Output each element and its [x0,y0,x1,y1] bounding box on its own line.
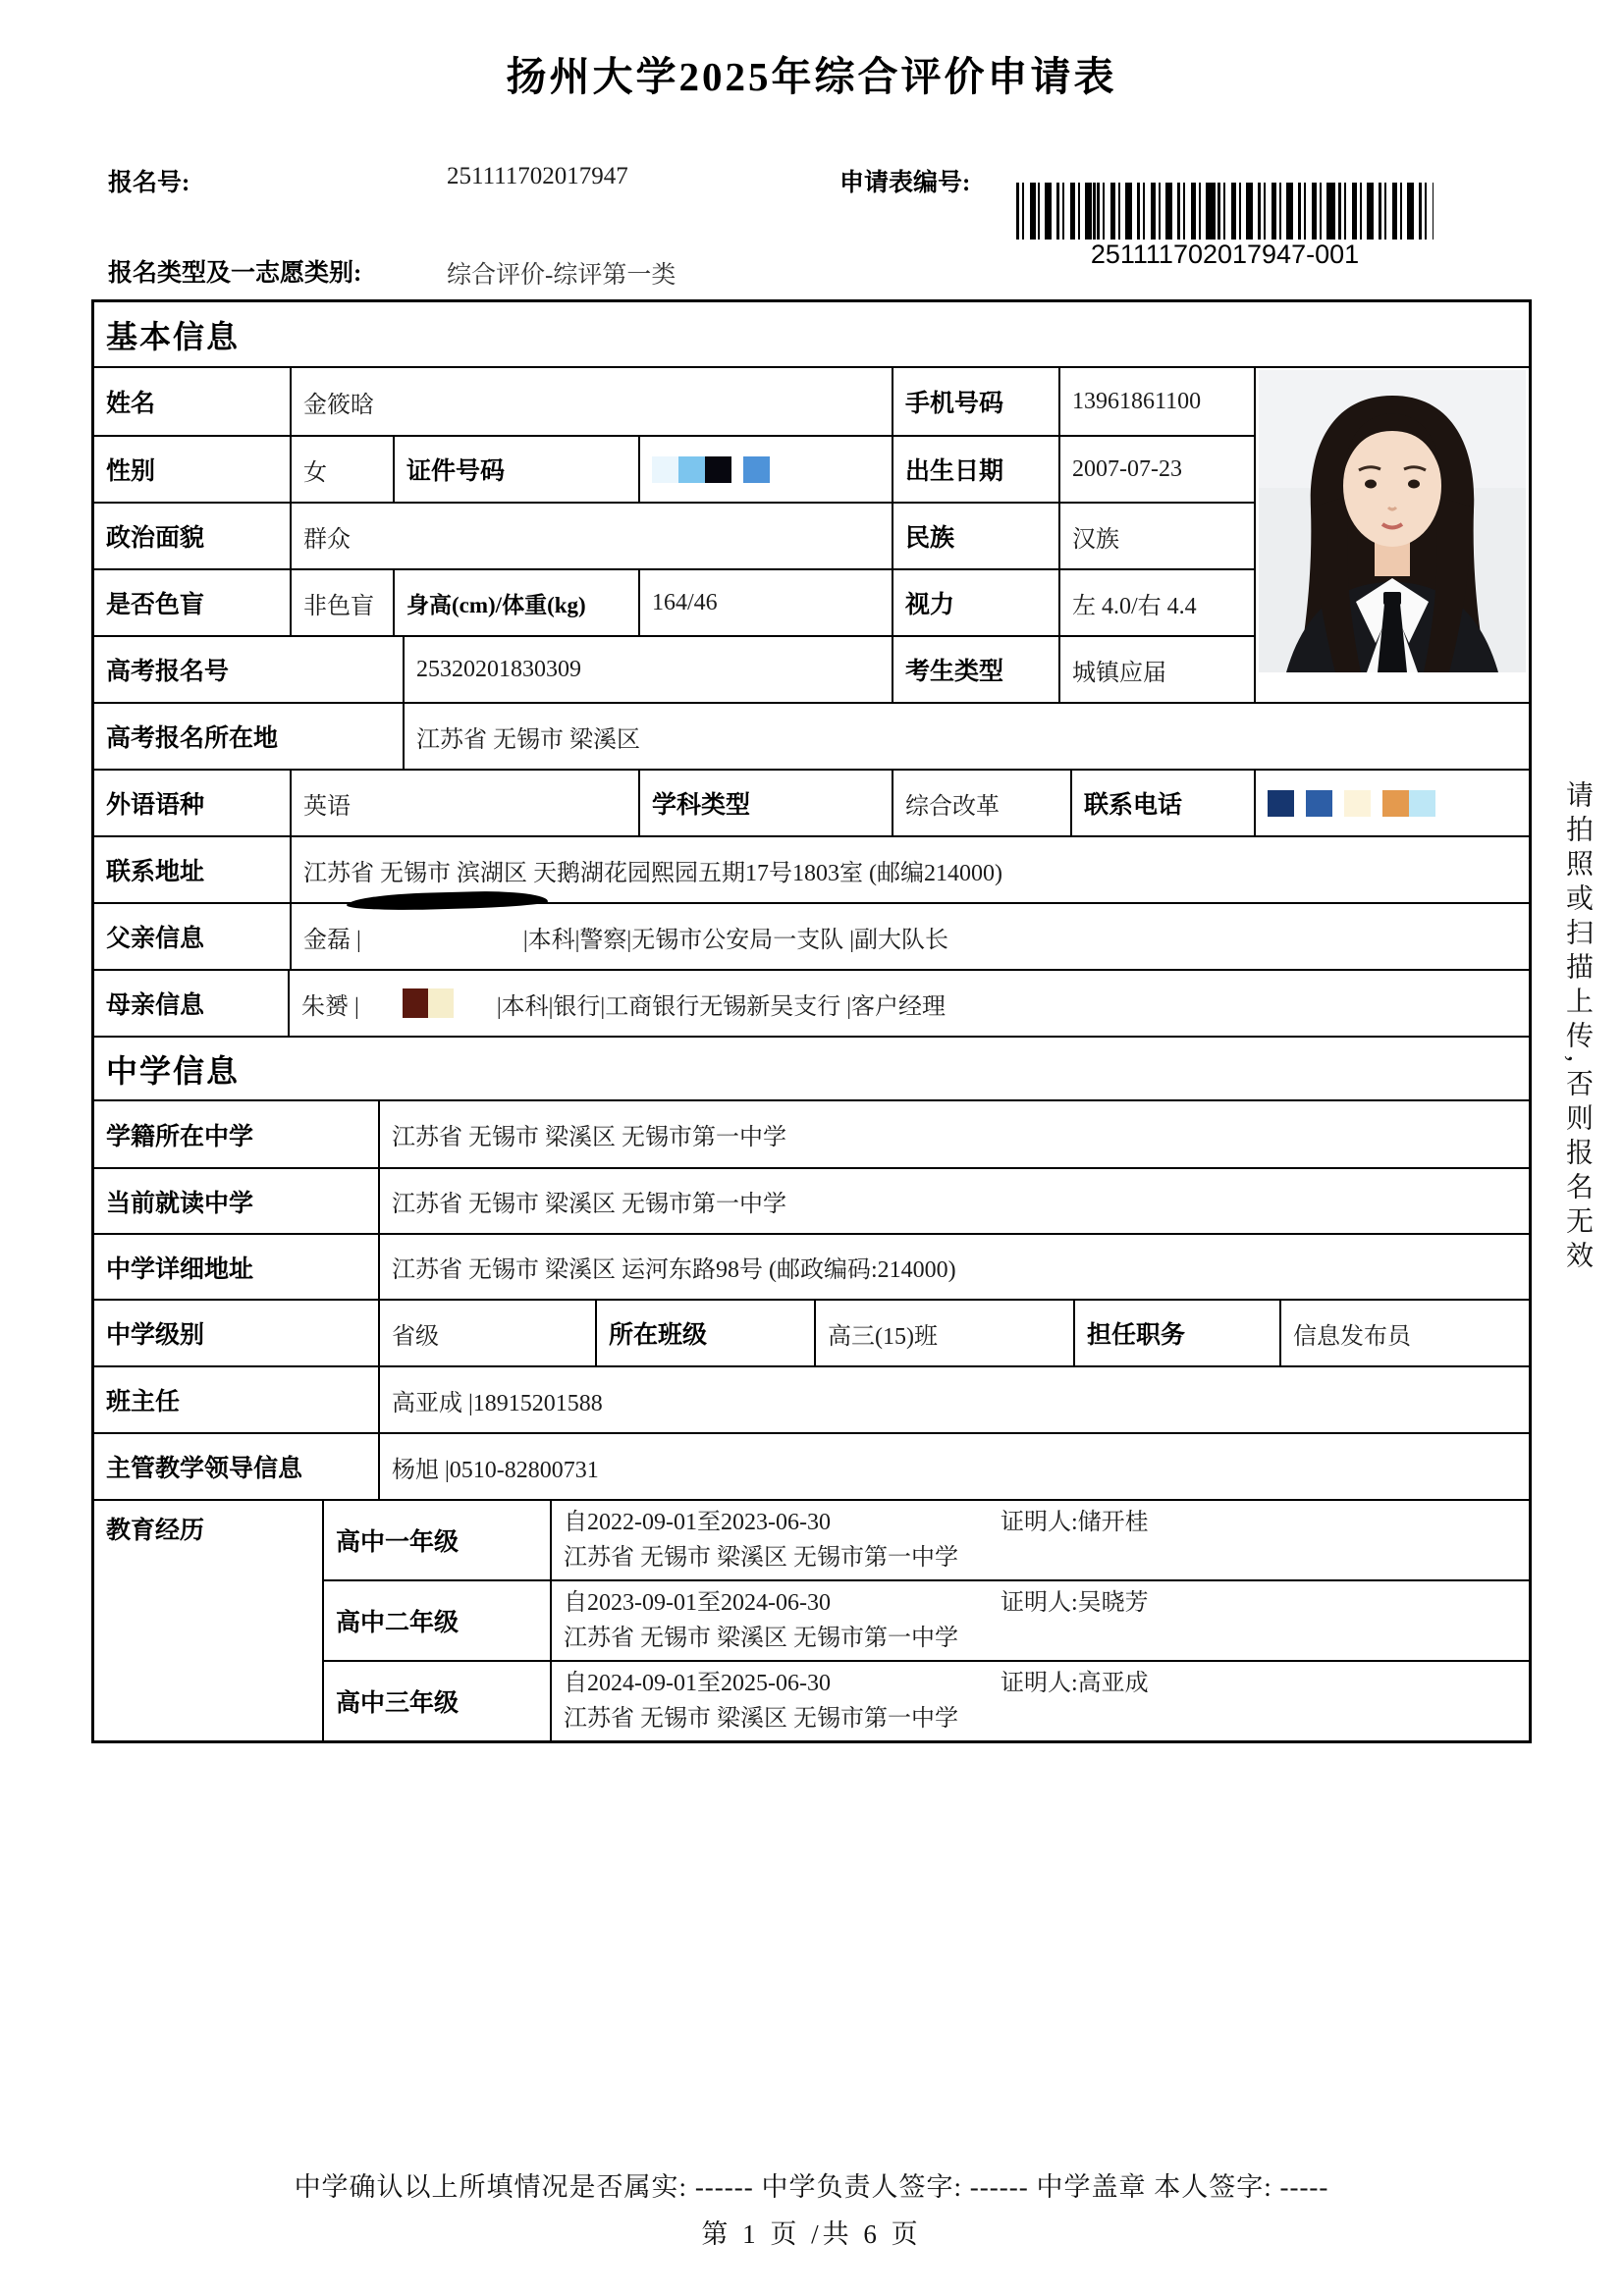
form-title: 扬州大学2025年综合评价申请表 [506,54,1117,99]
grade3-label: 高中三年级 [336,1690,460,1717]
gaokao-place-label: 高考报名所在地 [106,725,279,752]
registered-school-label: 学籍所在中学 [106,1123,254,1150]
teaching-leader-value: 杨旭 |0510-82800731 [392,1457,599,1483]
redaction-gap [731,456,743,483]
colorblind-value: 非色盲 [303,593,374,619]
gaokao-no-label: 高考报名号 [106,659,230,685]
school-level-label: 中学级别 [106,1322,205,1349]
redaction-block [1306,790,1332,817]
name-label: 姓名 [106,391,156,417]
apply-type-value: 综合评价-综评第一类 [447,262,676,289]
mother-info: |本科|银行|工商银行无锡新吴支行 |客户经理 [496,993,947,1020]
father-name: 金磊 | [303,927,361,953]
grade1-school: 江苏省 无锡市 梁溪区 无锡市第一中学 [564,1545,958,1571]
row-registered-school [94,1101,1529,1167]
row-language [94,769,1529,835]
row-current-school [94,1167,1529,1233]
school-info-section-title: 中学信息 [106,1052,241,1089]
redaction-block [403,988,428,1018]
redaction-block [678,456,705,483]
grade2-witness: 证明人:吴晓芳 [1001,1590,1149,1616]
phone-label: 手机号码 [905,391,1004,417]
vision-value: 左 4.0/右 4.4 [1072,593,1197,619]
school-address-value: 江苏省 无锡市 梁溪区 运河东路98号 (邮政编码:214000) [392,1257,956,1283]
political-value: 群众 [303,526,351,553]
grade3-witness: 证明人:高亚成 [1001,1671,1149,1696]
page-number: 第 1 页 /共 6 页 [701,2219,922,2249]
reg-no-label: 报名号: [108,170,190,196]
redaction-block [1344,790,1371,817]
gaokao-place-value: 江苏省 无锡市 梁溪区 [416,726,640,753]
id-number-redacted [652,456,770,483]
registered-school-value: 江苏省 无锡市 梁溪区 无锡市第一中学 [392,1125,786,1150]
applicant-photo [1259,370,1526,672]
head-teacher-label: 班主任 [106,1389,181,1415]
redaction-block [705,456,731,483]
redaction-block [652,456,678,483]
class-label: 所在班级 [609,1322,708,1349]
mother-redacted [359,988,497,1018]
barcode-number: 251111702017947-001 [1090,240,1360,269]
political-label: 政治面貌 [106,525,205,552]
birth-value: 2007-07-23 [1072,455,1182,482]
id-number-label: 证件号码 [406,458,506,485]
birth-label: 出生日期 [905,458,1004,485]
grade2-period: 自2023-09-01至2024-06-30 [564,1590,831,1616]
height-weight-value: 164/46 [652,589,718,615]
redaction-block [428,988,454,1018]
grade1-label: 高中一年级 [336,1529,460,1556]
mother-name: 朱赟 | [301,993,359,1020]
subject-type-value: 综合改革 [905,793,1000,820]
row-gaokao-place [94,702,1529,769]
candidate-type-value: 城镇应届 [1072,660,1166,686]
gaokao-no-value: 25320201830309 [416,656,581,682]
row-school-address [94,1233,1529,1299]
basic-info-section-row [94,302,1529,368]
contact-phone-redacted [1268,790,1435,817]
gender-value: 女 [303,459,327,486]
head-teacher-value: 高亚成 |18915201588 [392,1390,603,1416]
grade1-period: 自2022-09-01至2023-06-30 [564,1510,831,1535]
vision-label: 视力 [905,592,955,618]
language-label: 外语语种 [106,792,205,819]
current-school-value: 江苏省 无锡市 梁溪区 无锡市第一中学 [392,1192,786,1217]
school-level-value: 省级 [392,1323,439,1350]
redaction-block [743,456,770,483]
gender-label: 性别 [106,458,156,485]
row-teaching-leader [94,1432,1529,1499]
height-weight-label: 身高(cm)/体重(kg) [406,592,586,617]
photo-cell [1254,368,1529,702]
redaction-gap [1332,790,1344,817]
row-father [94,902,1529,969]
upload-instruction-note: 请拍照或扫描上传,否则报名无效 [1562,780,1593,1275]
phone-value: 13961861100 [1072,388,1202,414]
name-value: 金筱晗 [303,392,374,418]
form-no-label: 申请表编号: [839,170,971,196]
redaction-block [1382,790,1409,817]
current-school-label: 当前就读中学 [106,1190,254,1217]
subject-type-label: 学科类型 [652,792,751,819]
grade3-period: 自2024-09-01至2025-06-30 [564,1671,831,1696]
address-value: 江苏省 无锡市 滨湖区 天鹅湖花园熙园五期17号1803室 (邮编214000) [303,860,1002,886]
redaction-block [1409,790,1435,817]
language-value: 英语 [303,793,351,820]
redaction-gap [1371,790,1382,817]
row-head-teacher [94,1365,1529,1432]
row-address [94,835,1529,902]
edu-history-label: 教育经历 [106,1518,205,1544]
ethnic-value: 汉族 [1072,526,1119,553]
school-info-section-row [94,1036,1529,1101]
row-mother [94,969,1529,1036]
redaction-gap [1294,790,1306,817]
school-confirm-line: 中学确认以上所填情况是否属实: ------ 中学负责人签字: ------ 中学盖章 本人签字: ----- [294,2172,1329,2202]
father-info: |本科|警察|无锡市公安局一支队 |副大队长 [522,927,949,953]
redaction-block [1268,790,1294,817]
edu-history-cell [94,1499,324,1740]
father-label: 父亲信息 [106,926,205,952]
contact-phone-label: 联系电话 [1084,792,1183,819]
father-redacted [361,922,523,951]
grade3-school: 江苏省 无锡市 梁溪区 无锡市第一中学 [564,1706,958,1732]
row-school-level [94,1299,1529,1365]
basic-info-section-title: 基本信息 [106,318,241,354]
duty-label: 担任职务 [1087,1322,1186,1349]
teaching-leader-label: 主管教学领导信息 [106,1456,303,1482]
grade2-label: 高中二年级 [336,1610,460,1636]
grade2-school: 江苏省 无锡市 梁溪区 无锡市第一中学 [564,1626,958,1651]
ethnic-label: 民族 [905,525,955,552]
address-label: 联系地址 [106,859,205,885]
mother-label: 母亲信息 [106,992,205,1019]
candidate-type-label: 考生类型 [905,659,1004,685]
barcode [1016,183,1434,240]
colorblind-label: 是否色盲 [106,592,205,618]
duty-value: 信息发布员 [1293,1323,1411,1350]
grade1-witness: 证明人:储开桂 [1001,1510,1149,1535]
apply-type-label: 报名类型及一志愿类别: [108,260,362,287]
school-address-label: 中学详细地址 [106,1255,254,1283]
reg-no-value: 251111702017947 [447,163,628,189]
class-value: 高三(15)班 [828,1323,938,1350]
form-table [91,299,1532,1743]
